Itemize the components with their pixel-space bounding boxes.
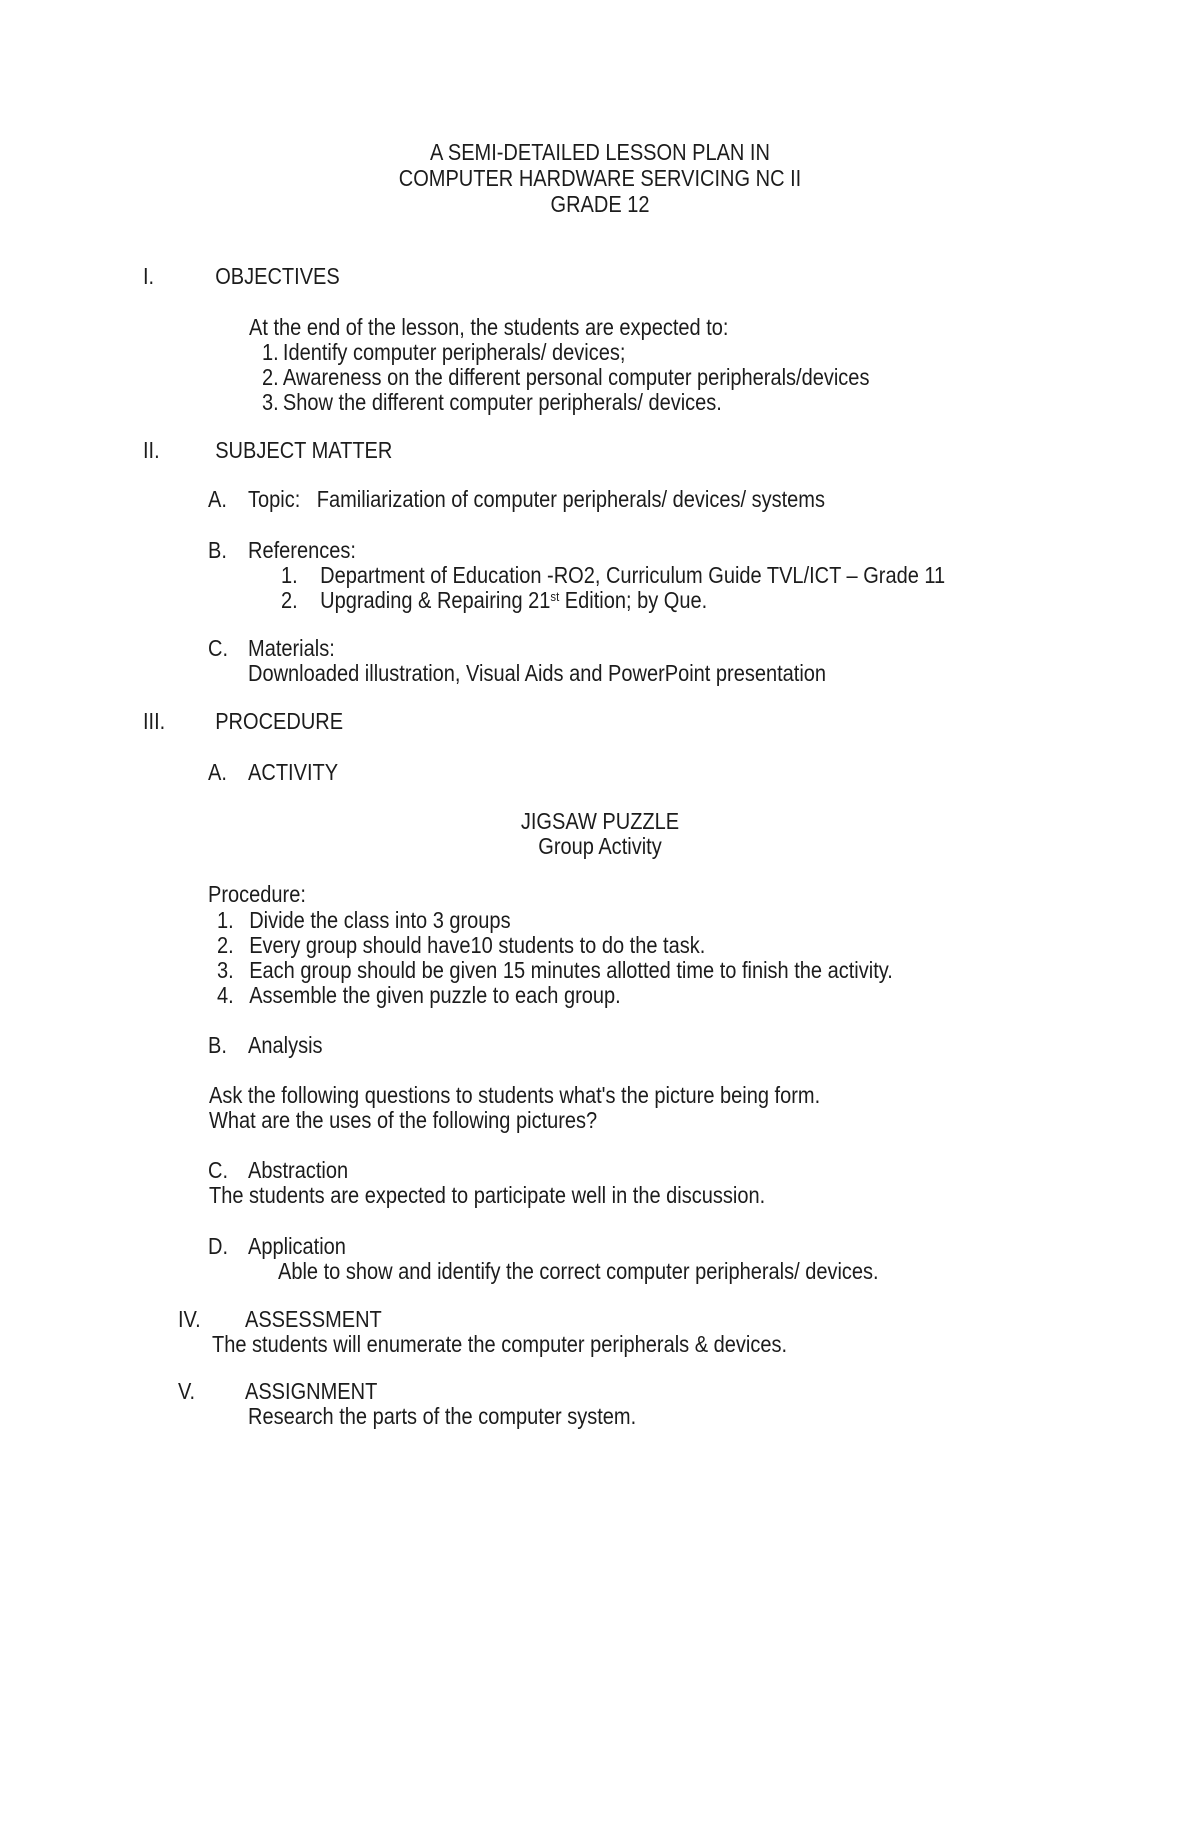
objective-item-1-number: 1. [262, 339, 279, 365]
section-subject-matter-heading [143, 438, 392, 463]
reference-item-1 [281, 563, 945, 588]
application-label: Application [248, 1233, 346, 1259]
objective-item-3 [262, 390, 722, 415]
objective-item-2 [262, 365, 869, 390]
references-label: References: [248, 537, 356, 563]
references-letter: B. [208, 537, 227, 563]
objective-item-1-text: Identify computer peripherals/ devices; [282, 339, 626, 365]
abstraction-text: The students are expected to participate well in the discussion. [209, 1182, 766, 1208]
topic-label: Topic: [248, 486, 301, 512]
activity-step-4 [217, 983, 621, 1008]
materials-heading [208, 636, 335, 661]
section-assessment-heading [178, 1307, 382, 1332]
section-assignment-title: ASSIGNMENT [244, 1378, 378, 1404]
activity-step-1-text: Divide the class into 3 groups [249, 907, 511, 933]
activity-label: ACTIVITY [248, 759, 339, 785]
application-text: Able to show and identify the correct computer peripherals/ devices. [278, 1258, 879, 1284]
activity-procedure-label: Procedure: [208, 881, 306, 907]
analysis-label: Analysis [248, 1032, 323, 1058]
section-procedure-numeral: III. [143, 708, 166, 734]
lesson-title-line-1: A SEMI-DETAILED LESSON PLAN IN [430, 139, 770, 165]
assignment-text: Research the parts of the computer system. [248, 1403, 637, 1429]
section-assignment-numeral: V. [178, 1378, 196, 1404]
references-heading [208, 538, 356, 563]
section-assessment-title: ASSESSMENT [244, 1306, 382, 1332]
analysis-letter: B. [208, 1032, 227, 1058]
objectives-intro: At the end of the lesson, the students are expected to: [249, 314, 729, 340]
reference-item-1-text: Department of Education -RO2, Curriculum Guide TVL/ICT – Grade 11 [320, 562, 946, 588]
reference-item-2 [281, 588, 707, 613]
activity-step-2-number: 2. [217, 932, 234, 958]
materials-text: Downloaded illustration, Visual Aids and PowerPoint presentation [248, 660, 827, 686]
reference-item-1-number: 1. [281, 562, 298, 588]
activity-step-1-number: 1. [217, 907, 234, 933]
topic-letter: A. [208, 486, 227, 512]
section-assignment-heading [178, 1379, 377, 1404]
activity-step-1 [217, 908, 511, 933]
activity-step-2 [217, 933, 705, 958]
activity-step-4-number: 4. [217, 982, 234, 1008]
lesson-title-line-2: COMPUTER HARDWARE SERVICING NC II [398, 165, 802, 191]
reference-item-2-number: 2. [281, 587, 298, 613]
lesson-title-line-3: GRADE 12 [550, 191, 650, 217]
assessment-text: The students will enumerate the computer peripherals & devices. [212, 1331, 788, 1357]
activity-heading [208, 760, 338, 785]
reference-item-2-superscript: st [550, 589, 560, 604]
activity-banner-subtitle: Group Activity [538, 833, 662, 859]
objective-item-3-text: Show the different computer peripherals/ devices. [282, 389, 722, 415]
activity-step-3-text: Each group should be given 15 minutes allotted time to finish the activity. [249, 957, 893, 983]
analysis-line-2: What are the uses of the following pictures? [209, 1107, 598, 1133]
analysis-line-1: Ask the following questions to students what's the picture being form. [209, 1082, 821, 1108]
application-letter: D. [208, 1233, 229, 1259]
activity-letter: A. [208, 759, 227, 785]
section-subject-matter-numeral: II. [143, 437, 160, 463]
abstraction-letter: C. [208, 1157, 229, 1183]
materials-letter: C. [208, 635, 229, 661]
section-procedure-heading [143, 709, 343, 734]
reference-item-2-text-end: Edition; by Que. [559, 587, 708, 613]
activity-step-3 [217, 958, 893, 983]
section-objectives-numeral: I. [143, 263, 155, 289]
abstraction-label: Abstraction [248, 1157, 349, 1183]
topic-line [208, 487, 825, 512]
activity-step-3-number: 3. [217, 957, 234, 983]
section-objectives-heading [143, 264, 340, 289]
abstraction-heading [208, 1158, 348, 1183]
application-heading [208, 1234, 346, 1259]
objective-item-1 [262, 340, 625, 365]
activity-banner-title: JIGSAW PUZZLE [520, 808, 680, 834]
activity-step-4-text: Assemble the given puzzle to each group. [249, 982, 621, 1008]
materials-label: Materials: [248, 635, 335, 661]
objective-item-2-text: Awareness on the different personal computer peripherals/devices [282, 364, 870, 390]
objective-item-3-number: 3. [262, 389, 279, 415]
activity-step-2-text: Every group should have10 students to do the task. [249, 932, 706, 958]
reference-item-2-text-start: Upgrading & Repairing 21 [320, 587, 551, 613]
objective-item-2-number: 2. [262, 364, 279, 390]
section-procedure-title: PROCEDURE [215, 708, 344, 734]
topic-text: Familiarization of computer peripherals/ devices/ systems [316, 486, 825, 512]
section-subject-matter-title: SUBJECT MATTER [215, 437, 393, 463]
analysis-heading [208, 1033, 323, 1058]
section-objectives-title: OBJECTIVES [215, 263, 340, 289]
section-assessment-numeral: IV. [178, 1306, 201, 1332]
